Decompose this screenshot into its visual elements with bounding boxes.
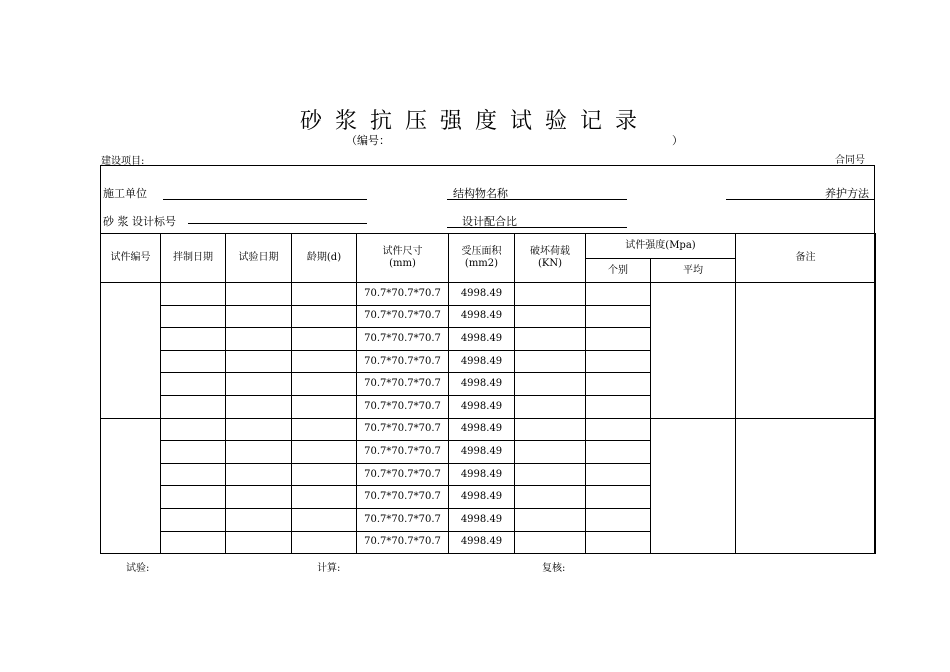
contract-label: 合同号 (835, 155, 865, 166)
mortar-grade-field[interactable] (188, 223, 367, 224)
cell-age[interactable] (292, 441, 357, 464)
mortar-grade-label: 砂 浆 设计标号 (103, 215, 176, 228)
cell-test-date[interactable] (226, 441, 292, 464)
cell-mix-date[interactable] (161, 441, 226, 464)
cell-mix-date[interactable] (161, 305, 226, 328)
cell-age[interactable] (292, 508, 357, 531)
cell-mix-date[interactable] (161, 531, 226, 554)
cell-size[interactable]: 70.7*70.7*70.7 (357, 395, 449, 418)
cell-area[interactable]: 4998.49 (449, 395, 515, 418)
cell-size[interactable]: 70.7*70.7*70.7 (357, 305, 449, 328)
structure-name-field[interactable] (447, 199, 627, 200)
footer-reviewer: 复核: (542, 563, 566, 574)
header-size-line2: (mm) (389, 258, 416, 269)
project-label: 建设项目: (101, 156, 145, 167)
cell-individual[interactable] (586, 441, 651, 464)
header-test-date: 试验日期 (226, 234, 292, 283)
cell-individual[interactable] (586, 395, 651, 418)
cell-test-date[interactable] (226, 373, 292, 396)
cell-age[interactable] (292, 350, 357, 373)
cell-load[interactable] (515, 508, 586, 531)
cell-area[interactable]: 4998.49 (449, 373, 515, 396)
cell-mix-date[interactable] (161, 486, 226, 509)
cell-age[interactable] (292, 395, 357, 418)
cell-age[interactable] (292, 373, 357, 396)
cell-average[interactable] (651, 418, 736, 554)
header-strength: 试件强度(Mpa) (586, 234, 736, 259)
cell-size[interactable]: 70.7*70.7*70.7 (357, 373, 449, 396)
header-average: 平均 (651, 259, 736, 283)
table-row (101, 418, 876, 441)
cell-age[interactable] (292, 418, 357, 441)
cell-test-date[interactable] (226, 486, 292, 509)
cell-test-date[interactable] (226, 350, 292, 373)
cell-specimen-no[interactable] (101, 283, 161, 419)
cell-size[interactable]: 70.7*70.7*70.7 (357, 418, 449, 441)
cell-area[interactable]: 4998.49 (449, 531, 515, 554)
cell-specimen-no[interactable] (101, 418, 161, 554)
cell-age[interactable] (292, 486, 357, 509)
cell-load[interactable] (515, 418, 586, 441)
cell-area[interactable]: 4998.49 (449, 508, 515, 531)
cell-area[interactable]: 4998.49 (449, 283, 515, 306)
header-size (357, 234, 449, 283)
cell-age[interactable] (292, 463, 357, 486)
cell-test-date[interactable] (226, 395, 292, 418)
cell-individual[interactable] (586, 328, 651, 351)
cell-size[interactable]: 70.7*70.7*70.7 (357, 283, 449, 306)
header-size-line1: 试件尺寸 (382, 246, 423, 257)
cell-mix-date[interactable] (161, 350, 226, 373)
cell-mix-date[interactable] (161, 373, 226, 396)
cell-mix-date[interactable] (161, 283, 226, 306)
cell-area[interactable]: 4998.49 (449, 441, 515, 464)
cell-average[interactable] (651, 283, 736, 419)
cell-load[interactable] (515, 463, 586, 486)
code-close: ） (672, 134, 683, 147)
structure-name-label: 结构物名称 (453, 187, 508, 200)
cell-test-date[interactable] (226, 463, 292, 486)
header-area (449, 234, 515, 283)
cell-mix-date[interactable] (161, 395, 226, 418)
cell-individual[interactable] (586, 463, 651, 486)
header-individual: 个别 (586, 259, 651, 283)
cell-size[interactable]: 70.7*70.7*70.7 (357, 350, 449, 373)
cell-individual[interactable] (586, 531, 651, 554)
cell-size[interactable]: 70.7*70.7*70.7 (357, 441, 449, 464)
cell-test-date[interactable] (226, 418, 292, 441)
cell-age[interactable] (292, 531, 357, 554)
curing-method-field[interactable] (726, 199, 875, 200)
cell-size[interactable]: 70.7*70.7*70.7 (357, 463, 449, 486)
header-load-line1: 破坏荷载 (530, 246, 570, 257)
cell-load[interactable] (515, 350, 586, 373)
footer-tester: 试验: (126, 563, 150, 574)
cell-load[interactable] (515, 305, 586, 328)
cell-load[interactable] (515, 486, 586, 509)
cell-individual[interactable] (586, 305, 651, 328)
cell-mix-date[interactable] (161, 463, 226, 486)
cell-test-date[interactable] (226, 305, 292, 328)
mix-ratio-field[interactable] (447, 227, 627, 228)
cell-area[interactable]: 4998.49 (449, 418, 515, 441)
cell-size[interactable]: 70.7*70.7*70.7 (357, 328, 449, 351)
cell-age[interactable] (292, 283, 357, 306)
mix-ratio-label: 设计配合比 (462, 215, 517, 228)
header-age: 龄期(d) (292, 234, 357, 283)
cell-mix-date[interactable] (161, 508, 226, 531)
cell-remarks[interactable] (736, 418, 876, 554)
cell-size[interactable]: 70.7*70.7*70.7 (357, 531, 449, 554)
cell-test-date[interactable] (226, 328, 292, 351)
cell-individual[interactable] (586, 418, 651, 441)
cell-individual[interactable] (586, 283, 651, 306)
header-load (515, 234, 586, 283)
test-table (100, 233, 876, 554)
cell-load[interactable] (515, 283, 586, 306)
cell-load[interactable] (515, 531, 586, 554)
cell-test-date[interactable] (226, 508, 292, 531)
cell-area[interactable]: 4998.49 (449, 305, 515, 328)
cell-age[interactable] (292, 305, 357, 328)
cell-test-date[interactable] (226, 531, 292, 554)
header-load-line2: (KN) (537, 258, 563, 269)
footer-calculator: 计算: (317, 563, 341, 574)
header-area-line1: 受压面积 (461, 246, 502, 257)
cell-size[interactable]: 70.7*70.7*70.7 (357, 508, 449, 531)
cell-load[interactable] (515, 441, 586, 464)
curing-method-label: 养护方法 (825, 187, 869, 200)
cell-age[interactable] (292, 328, 357, 351)
header-area-line2: (mm2) (464, 258, 499, 269)
cell-mix-date[interactable] (161, 328, 226, 351)
cell-individual[interactable] (586, 486, 651, 509)
table-row (101, 283, 876, 306)
cell-test-date[interactable] (226, 283, 292, 306)
cell-individual[interactable] (586, 350, 651, 373)
cell-area[interactable]: 4998.49 (449, 463, 515, 486)
cell-load[interactable] (515, 395, 586, 418)
cell-individual[interactable] (586, 508, 651, 531)
construction-unit-field[interactable] (163, 199, 367, 200)
cell-area[interactable]: 4998.49 (449, 328, 515, 351)
header-mix-date: 拌制日期 (161, 234, 226, 283)
page-title: 砂浆抗压强度试验记录 (299, 109, 650, 134)
construction-unit-label: 施工单位 (103, 187, 147, 200)
cell-mix-date[interactable] (161, 418, 226, 441)
cell-area[interactable]: 4998.49 (449, 350, 515, 373)
code-label: （编号： (346, 134, 390, 147)
cell-individual[interactable] (586, 373, 651, 396)
cell-load[interactable] (515, 328, 586, 351)
header-remarks: 备注 (736, 234, 876, 283)
cell-load[interactable] (515, 373, 586, 396)
cell-size[interactable]: 70.7*70.7*70.7 (357, 486, 449, 509)
header-specimen-no: 试件编号 (101, 234, 161, 283)
cell-area[interactable]: 4998.49 (449, 486, 515, 509)
cell-remarks[interactable] (736, 283, 876, 419)
